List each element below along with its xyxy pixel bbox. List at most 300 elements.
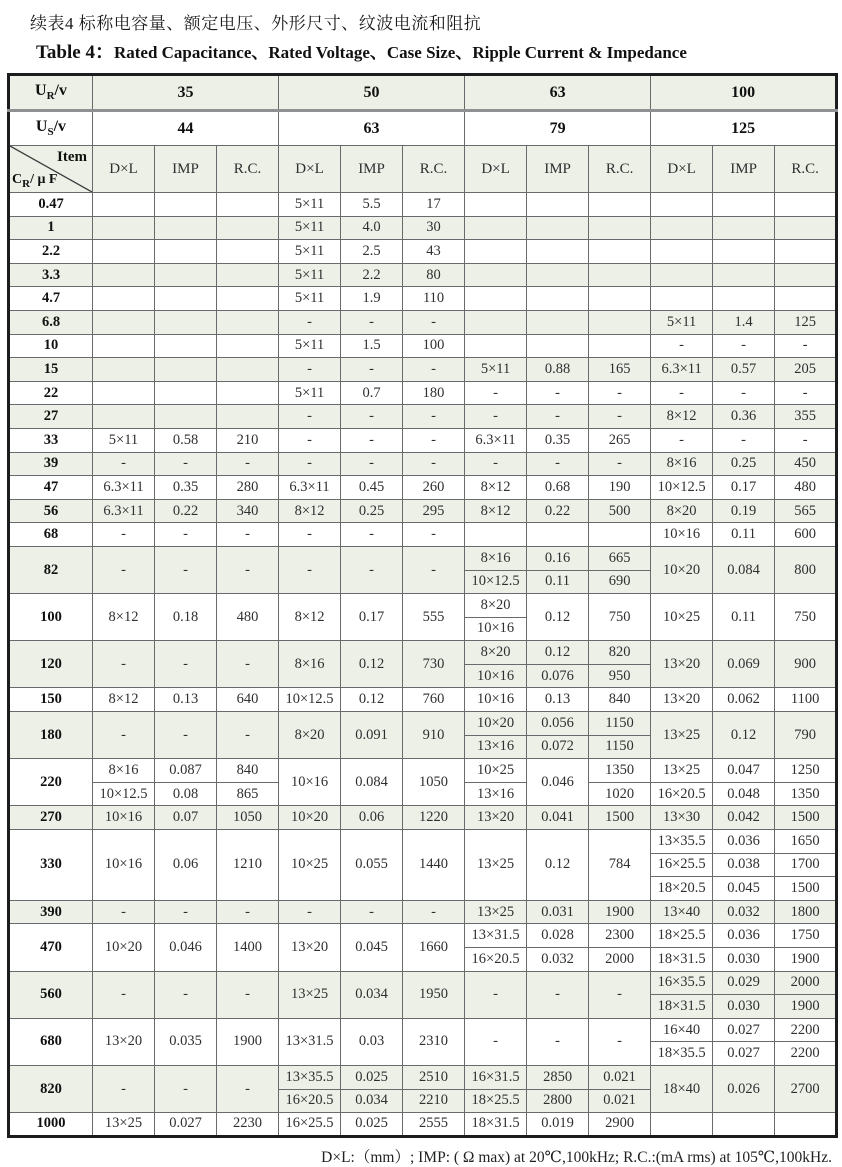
cell-dxl: 10×16 xyxy=(93,830,155,901)
cell-imp: 0.036 xyxy=(713,830,775,854)
cell-rc: - xyxy=(217,900,279,924)
rated-voltage-value: 100 xyxy=(651,75,837,111)
cell-dxl: - xyxy=(279,310,341,334)
cell-imp xyxy=(155,287,217,311)
cell-dxl: 13×31.5 xyxy=(465,924,527,948)
cell-imp: 0.13 xyxy=(527,688,589,712)
cell-dxl: 18×31.5 xyxy=(651,995,713,1019)
cell-imp: - xyxy=(155,641,217,688)
cell-dxl: - xyxy=(93,641,155,688)
cell-rc: - xyxy=(589,405,651,429)
table-row xyxy=(9,193,837,217)
cell-imp: 0.68 xyxy=(527,476,589,500)
cell-dxl: 13×31.5 xyxy=(279,1018,341,1065)
cell-imp: 0.06 xyxy=(341,806,403,830)
table-row xyxy=(9,688,837,712)
cell-rc xyxy=(775,287,837,311)
cell-imp: 5.5 xyxy=(341,193,403,217)
cell-dxl: 10×20 xyxy=(279,806,341,830)
cell-imp: 0.032 xyxy=(713,900,775,924)
cell-rc: 2000 xyxy=(775,971,837,995)
cell-dxl: - xyxy=(93,546,155,593)
cell-imp xyxy=(527,216,589,240)
cell-dxl: 8×12 xyxy=(465,499,527,523)
row-label-capacitance: 560 xyxy=(9,971,93,1018)
rated-voltage-label: $U_R/v$ xyxy=(9,75,93,111)
table-row xyxy=(9,310,837,334)
cell-dxl: 8×12 xyxy=(93,594,155,641)
cell-rc: 784 xyxy=(589,830,651,901)
column-header-dxl: D×L xyxy=(279,146,341,193)
cell-imp xyxy=(527,523,589,547)
cell-imp: 0.12 xyxy=(341,641,403,688)
cell-imp xyxy=(713,216,775,240)
row-label-capacitance: 150 xyxy=(9,688,93,712)
cell-dxl: 16×31.5 xyxy=(465,1065,527,1089)
cell-dxl xyxy=(651,287,713,311)
cell-imp: 0.030 xyxy=(713,948,775,972)
cell-rc: 2230 xyxy=(217,1113,279,1137)
cell-rc: 500 xyxy=(589,499,651,523)
cell-imp: 0.036 xyxy=(713,924,775,948)
cell-rc: 2555 xyxy=(403,1113,465,1137)
cell-dxl: 8×12 xyxy=(465,476,527,500)
cell-imp: 0.045 xyxy=(713,877,775,901)
cell-rc: 480 xyxy=(217,594,279,641)
cell-imp: - xyxy=(341,900,403,924)
cell-rc: 1700 xyxy=(775,853,837,877)
cell-dxl: 13×25 xyxy=(93,1113,155,1137)
cell-rc: 2300 xyxy=(589,924,651,948)
cell-dxl: 18×40 xyxy=(651,1065,713,1112)
cell-imp: - xyxy=(155,452,217,476)
cell-dxl: - xyxy=(465,381,527,405)
table-row xyxy=(9,358,837,382)
column-header-imp: IMP xyxy=(341,146,403,193)
cell-rc: 80 xyxy=(403,263,465,287)
cell-dxl xyxy=(465,334,527,358)
cell-dxl xyxy=(93,287,155,311)
cell-dxl: - xyxy=(279,405,341,429)
cell-imp xyxy=(155,240,217,264)
cell-rc: 265 xyxy=(589,428,651,452)
cell-dxl: 13×16 xyxy=(465,782,527,806)
cell-dxl: 8×16 xyxy=(651,452,713,476)
cell-dxl: 13×25 xyxy=(465,830,527,901)
column-header-imp: IMP xyxy=(155,146,217,193)
cell-dxl: - xyxy=(465,971,527,1018)
cell-dxl xyxy=(651,193,713,217)
cell-imp: - xyxy=(527,1018,589,1065)
rated-voltage-value: 63 xyxy=(465,75,651,111)
column-header-dxl: D×L xyxy=(465,146,527,193)
cell-rc: - xyxy=(403,358,465,382)
cell-rc xyxy=(775,240,837,264)
cell-rc xyxy=(589,523,651,547)
cell-dxl: 18×20.5 xyxy=(651,877,713,901)
cell-dxl: 6.3×11 xyxy=(93,476,155,500)
cell-imp: 2.2 xyxy=(341,263,403,287)
cell-dxl: 13×25 xyxy=(651,712,713,759)
cell-imp xyxy=(155,334,217,358)
cell-dxl: - xyxy=(93,1065,155,1112)
cell-rc: 800 xyxy=(775,546,837,593)
cell-rc: 1650 xyxy=(775,830,837,854)
cell-imp: 0.031 xyxy=(527,900,589,924)
cell-dxl: 10×20 xyxy=(465,712,527,736)
cell-rc: 750 xyxy=(589,594,651,641)
cell-dxl: - xyxy=(279,523,341,547)
cell-imp: - xyxy=(341,452,403,476)
cell-rc: 355 xyxy=(775,405,837,429)
cell-imp: 0.056 xyxy=(527,712,589,736)
cell-imp: 0.091 xyxy=(341,712,403,759)
cell-rc: - xyxy=(217,452,279,476)
table-row xyxy=(9,499,837,523)
cell-rc: - xyxy=(775,334,837,358)
cell-rc: 260 xyxy=(403,476,465,500)
cell-imp: - xyxy=(527,381,589,405)
cell-dxl: 10×16 xyxy=(651,523,713,547)
cell-imp: - xyxy=(713,381,775,405)
row-label-capacitance: 68 xyxy=(9,523,93,547)
cell-dxl: 18×25.5 xyxy=(465,1089,527,1113)
table-row xyxy=(9,1018,837,1042)
cell-rc: 750 xyxy=(775,594,837,641)
cell-rc: 865 xyxy=(217,782,279,806)
cell-dxl: 5×11 xyxy=(93,428,155,452)
cell-rc: 125 xyxy=(775,310,837,334)
cell-imp: 0.076 xyxy=(527,664,589,688)
cell-rc: 555 xyxy=(403,594,465,641)
cell-rc: 1440 xyxy=(403,830,465,901)
cell-dxl: - xyxy=(279,546,341,593)
cell-dxl: 13×25 xyxy=(279,971,341,1018)
table-title-text: Rated Capacitance、Rated Voltage、Case Size、Ripple Current & Impedance xyxy=(113,43,687,62)
cell-rc: - xyxy=(403,405,465,429)
cell-imp: 0.026 xyxy=(713,1065,775,1112)
cell-imp: 0.084 xyxy=(713,546,775,593)
cell-dxl xyxy=(651,263,713,287)
cell-imp: 0.025 xyxy=(341,1065,403,1089)
cell-imp: 0.034 xyxy=(341,971,403,1018)
cell-imp: 0.12 xyxy=(713,712,775,759)
cell-dxl: 13×30 xyxy=(651,806,713,830)
cell-imp xyxy=(713,193,775,217)
table-row xyxy=(9,452,837,476)
cell-dxl: 13×20 xyxy=(279,924,341,971)
row-label-capacitance: 330 xyxy=(9,830,93,901)
cell-rc xyxy=(217,263,279,287)
rated-voltage-row xyxy=(9,75,837,111)
cell-dxl xyxy=(465,240,527,264)
table-row xyxy=(9,900,837,924)
row-label-capacitance: 180 xyxy=(9,712,93,759)
table-row xyxy=(9,240,837,264)
cell-rc: 2200 xyxy=(775,1042,837,1066)
cell-imp: 0.7 xyxy=(341,381,403,405)
cell-dxl: 18×31.5 xyxy=(465,1113,527,1137)
cell-rc xyxy=(217,287,279,311)
cell-dxl: 13×20 xyxy=(651,688,713,712)
cell-rc: - xyxy=(217,523,279,547)
cell-rc: 2700 xyxy=(775,1065,837,1112)
cell-imp: 0.88 xyxy=(527,358,589,382)
cell-dxl: 13×25 xyxy=(651,759,713,783)
cell-rc: 0.021 xyxy=(589,1065,651,1089)
cell-imp: 0.029 xyxy=(713,971,775,995)
row-label-capacitance: 56 xyxy=(9,499,93,523)
cell-dxl xyxy=(93,263,155,287)
cell-rc: 1900 xyxy=(217,1018,279,1065)
cell-rc: 1750 xyxy=(775,924,837,948)
cell-dxl: 10×16 xyxy=(465,664,527,688)
cell-dxl: 10×25 xyxy=(279,830,341,901)
cell-dxl xyxy=(93,216,155,240)
cell-imp: 0.58 xyxy=(155,428,217,452)
cell-imp: 0.046 xyxy=(527,759,589,806)
cell-rc: 295 xyxy=(403,499,465,523)
cell-rc: 1050 xyxy=(403,759,465,806)
cell-imp: - xyxy=(341,358,403,382)
cell-imp: 0.084 xyxy=(341,759,403,806)
row-label-capacitance: 27 xyxy=(9,405,93,429)
cell-dxl: 10×16 xyxy=(279,759,341,806)
cell-dxl: 8×20 xyxy=(465,594,527,618)
cell-dxl xyxy=(651,1113,713,1137)
cell-rc: 1050 xyxy=(217,806,279,830)
cell-imp: 0.027 xyxy=(155,1113,217,1137)
cell-imp: 0.17 xyxy=(713,476,775,500)
row-label-capacitance: 0.47 xyxy=(9,193,93,217)
row-label-capacitance: 33 xyxy=(9,428,93,452)
cell-imp: - xyxy=(341,546,403,593)
cell-dxl: 13×20 xyxy=(651,641,713,688)
cell-dxl: 10×12.5 xyxy=(651,476,713,500)
cell-imp: 0.36 xyxy=(713,405,775,429)
cell-dxl: 5×11 xyxy=(279,334,341,358)
cell-imp: - xyxy=(341,310,403,334)
cell-rc: - xyxy=(775,381,837,405)
cell-rc xyxy=(217,381,279,405)
cell-rc: 2210 xyxy=(403,1089,465,1113)
cell-imp: 0.22 xyxy=(155,499,217,523)
cell-dxl xyxy=(93,358,155,382)
surge-voltage-label: $U_S/v$ xyxy=(9,111,93,146)
cell-rc: 1150 xyxy=(589,712,651,736)
cell-rc: 1500 xyxy=(775,877,837,901)
cell-rc: 760 xyxy=(403,688,465,712)
column-header-imp: IMP xyxy=(713,146,775,193)
cell-imp xyxy=(713,1113,775,1137)
row-label-capacitance: 1000 xyxy=(9,1113,93,1137)
cell-dxl: 10×12.5 xyxy=(279,688,341,712)
table-row xyxy=(9,546,837,570)
cell-rc xyxy=(775,216,837,240)
cell-rc: - xyxy=(403,523,465,547)
cell-imp: 1.5 xyxy=(341,334,403,358)
cell-dxl: 6.3×11 xyxy=(465,428,527,452)
cell-imp xyxy=(155,263,217,287)
cell-imp: 0.35 xyxy=(155,476,217,500)
cell-rc: 600 xyxy=(775,523,837,547)
cell-dxl: 18×25.5 xyxy=(651,924,713,948)
cell-dxl: 18×31.5 xyxy=(651,948,713,972)
cell-dxl: 13×20 xyxy=(93,1018,155,1065)
table-row xyxy=(9,594,837,618)
cell-imp: - xyxy=(341,523,403,547)
cell-dxl: 8×20 xyxy=(465,641,527,665)
cell-imp: 0.12 xyxy=(527,641,589,665)
row-label-capacitance: 120 xyxy=(9,641,93,688)
cell-dxl: 18×35.5 xyxy=(651,1042,713,1066)
surge-voltage-row xyxy=(9,111,837,146)
cell-dxl: - xyxy=(279,452,341,476)
page-title-english xyxy=(36,37,842,64)
cell-dxl: 16×40 xyxy=(651,1018,713,1042)
cell-imp: 2.5 xyxy=(341,240,403,264)
spec-table xyxy=(7,73,838,1138)
cell-dxl: - xyxy=(93,900,155,924)
cell-dxl: 8×20 xyxy=(651,499,713,523)
cell-dxl xyxy=(465,523,527,547)
cell-rc xyxy=(589,240,651,264)
cell-rc: 1900 xyxy=(775,948,837,972)
cell-imp: - xyxy=(341,405,403,429)
cell-dxl: - xyxy=(93,712,155,759)
cell-dxl: 13×35.5 xyxy=(279,1065,341,1089)
cell-imp: - xyxy=(341,428,403,452)
cell-dxl xyxy=(93,334,155,358)
cell-dxl: 5×11 xyxy=(279,216,341,240)
cell-imp xyxy=(155,310,217,334)
cell-dxl: 5×11 xyxy=(279,193,341,217)
table-row xyxy=(9,924,837,948)
column-header-dxl: D×L xyxy=(651,146,713,193)
cell-rc xyxy=(775,193,837,217)
cell-rc: 1250 xyxy=(775,759,837,783)
cell-imp xyxy=(713,287,775,311)
cell-rc xyxy=(217,216,279,240)
surge-voltage-value: 44 xyxy=(93,111,279,146)
cell-rc: - xyxy=(589,971,651,1018)
row-label-capacitance: 82 xyxy=(9,546,93,593)
cell-rc: 210 xyxy=(217,428,279,452)
cell-rc: 1900 xyxy=(775,995,837,1019)
cell-dxl: - xyxy=(465,405,527,429)
cell-imp: 0.11 xyxy=(713,594,775,641)
row-label-capacitance: 820 xyxy=(9,1065,93,1112)
cell-imp: 0.45 xyxy=(341,476,403,500)
cell-rc: 110 xyxy=(403,287,465,311)
cell-rc xyxy=(589,216,651,240)
footnote: D×L:（mm）; IMP: ( Ω max) at 20℃,100kHz; R.C.:(mA rms) at 105℃,100kHz. xyxy=(321,1148,832,1166)
table-row xyxy=(9,405,837,429)
table-row xyxy=(9,381,837,405)
cell-dxl: 16×25.5 xyxy=(651,853,713,877)
cell-rc: 820 xyxy=(589,641,651,665)
cell-imp: 0.07 xyxy=(155,806,217,830)
cell-imp: 2800 xyxy=(527,1089,589,1113)
cell-rc: 2510 xyxy=(403,1065,465,1089)
cell-rc: 1500 xyxy=(775,806,837,830)
table-row xyxy=(9,971,837,995)
corner-item-label: Item xyxy=(57,149,87,165)
cell-rc: - xyxy=(403,452,465,476)
cell-dxl xyxy=(465,310,527,334)
column-header-row xyxy=(9,146,837,193)
cell-rc: 165 xyxy=(589,358,651,382)
table-row xyxy=(9,759,837,783)
cell-dxl: 5×11 xyxy=(279,240,341,264)
cell-imp: - xyxy=(155,523,217,547)
row-label-capacitance: 47 xyxy=(9,476,93,500)
cell-imp: 0.027 xyxy=(713,1018,775,1042)
cell-dxl: 8×12 xyxy=(93,688,155,712)
cell-imp: 0.045 xyxy=(341,924,403,971)
cell-rc: 730 xyxy=(403,641,465,688)
cell-rc: 340 xyxy=(217,499,279,523)
table-row xyxy=(9,1065,837,1089)
cell-imp: 0.035 xyxy=(155,1018,217,1065)
cell-rc: 840 xyxy=(589,688,651,712)
rated-voltage-value: 50 xyxy=(279,75,465,111)
cell-imp xyxy=(713,263,775,287)
cell-dxl: 6.3×11 xyxy=(651,358,713,382)
cell-dxl: - xyxy=(93,523,155,547)
cell-imp: 1.4 xyxy=(713,310,775,334)
cell-imp: 1.9 xyxy=(341,287,403,311)
cell-rc: - xyxy=(217,971,279,1018)
cell-imp: - xyxy=(155,546,217,593)
cell-imp: 0.11 xyxy=(713,523,775,547)
cell-imp: 0.16 xyxy=(527,546,589,570)
table-row xyxy=(9,806,837,830)
row-label-capacitance: 15 xyxy=(9,358,93,382)
surge-voltage-value: 125 xyxy=(651,111,837,146)
cell-imp: 0.25 xyxy=(713,452,775,476)
cell-rc: 1150 xyxy=(589,735,651,759)
cell-rc: 2000 xyxy=(589,948,651,972)
table-row xyxy=(9,428,837,452)
cell-imp: 0.57 xyxy=(713,358,775,382)
cell-dxl: 13×40 xyxy=(651,900,713,924)
cell-dxl: - xyxy=(93,452,155,476)
cell-dxl: - xyxy=(93,971,155,1018)
cell-imp xyxy=(527,334,589,358)
cell-rc: 1220 xyxy=(403,806,465,830)
cell-rc xyxy=(775,263,837,287)
cell-rc: 1400 xyxy=(217,924,279,971)
table-row xyxy=(9,830,837,854)
cell-dxl xyxy=(93,405,155,429)
cell-imp: 2850 xyxy=(527,1065,589,1089)
cell-rc: - xyxy=(217,641,279,688)
cell-imp xyxy=(155,358,217,382)
cell-rc: 690 xyxy=(589,570,651,594)
cell-rc: 2900 xyxy=(589,1113,651,1137)
cell-rc: - xyxy=(403,428,465,452)
table-row xyxy=(9,712,837,736)
cell-imp: 0.048 xyxy=(713,782,775,806)
cell-rc: - xyxy=(589,1018,651,1065)
cell-imp: 0.13 xyxy=(155,688,217,712)
table-row xyxy=(9,334,837,358)
cell-dxl: - xyxy=(651,381,713,405)
cell-dxl: 16×35.5 xyxy=(651,971,713,995)
row-label-capacitance: 680 xyxy=(9,1018,93,1065)
row-label-capacitance: 470 xyxy=(9,924,93,971)
